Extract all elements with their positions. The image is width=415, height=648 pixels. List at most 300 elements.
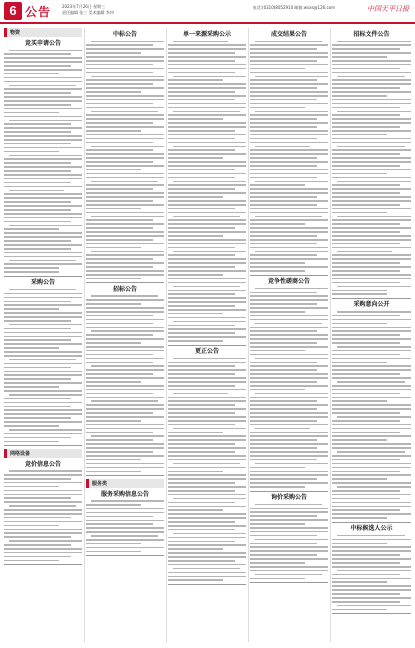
text-line <box>332 95 387 97</box>
notice-block <box>86 31 164 283</box>
text-line <box>250 196 317 198</box>
text-line <box>337 416 411 418</box>
text-line <box>250 459 317 461</box>
text-line <box>86 377 164 379</box>
text-line <box>86 531 164 533</box>
text-line <box>168 381 246 383</box>
text-line <box>250 315 328 317</box>
text-line <box>250 523 305 525</box>
text-line <box>168 572 246 574</box>
text-line <box>168 385 235 387</box>
notice-title: 采购意向公开 <box>353 301 390 309</box>
contact-line: 电话:(0310)8052910 邮箱:wsxs@126.com <box>252 5 335 10</box>
text-line <box>250 219 328 221</box>
text-line <box>250 262 305 264</box>
notice-body-text <box>4 470 82 561</box>
text-line <box>168 247 235 249</box>
text-line <box>168 122 246 124</box>
text-line <box>4 347 59 349</box>
text-line <box>332 274 411 276</box>
text-line <box>86 350 164 352</box>
text-line <box>250 400 317 402</box>
text-line <box>168 408 246 410</box>
text-line <box>168 64 246 66</box>
text-line <box>4 88 82 90</box>
text-line <box>4 441 59 443</box>
text-line <box>168 274 223 276</box>
text-line <box>250 223 305 225</box>
text-line <box>86 83 153 85</box>
text-line <box>4 209 71 211</box>
notice-body-text <box>332 311 411 519</box>
text-line <box>4 147 82 149</box>
text-line <box>4 304 82 306</box>
section-tab: 服务类 <box>86 479 164 488</box>
text-line <box>168 576 246 578</box>
text-line <box>86 239 153 241</box>
text-line <box>332 91 411 93</box>
text-line <box>255 358 328 360</box>
text-line <box>250 519 328 521</box>
text-line <box>332 543 387 545</box>
text-line <box>250 118 317 120</box>
text-line <box>4 143 71 145</box>
text-line <box>250 562 305 564</box>
text-line <box>168 459 246 461</box>
text-line <box>337 486 411 488</box>
text-line <box>250 474 328 476</box>
text-line <box>250 184 305 186</box>
text-line <box>250 292 317 294</box>
text-line <box>250 319 328 321</box>
section-title: 公告 <box>25 5 52 19</box>
text-line <box>168 389 246 391</box>
text-line <box>86 138 164 140</box>
text-line <box>4 158 82 160</box>
text-line <box>250 142 328 144</box>
text-line <box>4 127 82 129</box>
text-line <box>86 223 164 225</box>
text-line <box>86 243 164 245</box>
text-line <box>4 544 71 546</box>
text-line <box>9 394 82 396</box>
text-line <box>168 309 246 311</box>
text-line <box>337 451 405 453</box>
notice-body-text <box>250 41 328 272</box>
column-divider <box>84 28 85 642</box>
text-line <box>91 400 158 402</box>
text-line <box>86 523 153 525</box>
text-line <box>168 142 246 144</box>
text-line <box>168 332 235 334</box>
text-line <box>332 219 411 221</box>
text-line <box>332 282 400 284</box>
text-line <box>332 517 387 519</box>
text-line <box>332 509 400 511</box>
text-line <box>4 560 59 562</box>
text-line <box>168 397 246 399</box>
text-line <box>250 295 328 297</box>
text-line <box>250 72 328 74</box>
text-line <box>86 459 141 461</box>
notice-body-text <box>86 295 164 472</box>
text-line <box>250 558 328 560</box>
text-line <box>86 274 164 276</box>
text-line <box>91 295 158 297</box>
text-line <box>9 85 76 87</box>
text-line <box>168 258 246 260</box>
column-1 <box>4 28 82 642</box>
text-line <box>4 201 71 203</box>
text-line <box>337 146 405 148</box>
section-tab: 网络设备 <box>4 449 82 458</box>
text-line <box>4 490 82 492</box>
text-line <box>86 393 153 395</box>
text-line <box>332 142 411 144</box>
text-line <box>91 365 164 367</box>
text-line <box>168 282 246 284</box>
text-line <box>332 114 400 116</box>
text-line <box>250 99 317 101</box>
text-line <box>4 513 82 515</box>
text-line <box>168 79 223 81</box>
text-line <box>4 197 82 199</box>
text-line <box>86 447 164 449</box>
text-line <box>250 44 328 46</box>
text-line <box>168 72 235 74</box>
notice-block <box>4 279 82 445</box>
text-line <box>4 509 82 511</box>
text-line <box>250 192 328 194</box>
text-line <box>255 428 310 430</box>
text-line <box>4 213 82 215</box>
text-line <box>337 286 411 288</box>
text-line <box>250 153 328 155</box>
text-line <box>250 543 317 545</box>
notice-body-text <box>4 50 82 273</box>
text-line <box>86 208 141 210</box>
text-line <box>86 432 153 434</box>
block-separator <box>168 345 246 346</box>
text-line <box>250 307 328 309</box>
text-line <box>86 327 164 329</box>
text-line <box>332 99 411 101</box>
text-line <box>250 377 328 379</box>
text-line <box>86 118 164 120</box>
text-line <box>332 342 400 344</box>
text-line <box>332 463 411 465</box>
text-line <box>250 212 328 214</box>
text-line <box>4 293 82 295</box>
block-separator <box>332 298 411 299</box>
text-line <box>337 41 411 43</box>
notice-title: 竞争性磋商公告 <box>267 278 310 286</box>
text-line <box>332 385 411 387</box>
text-line <box>86 219 153 221</box>
text-line <box>86 79 164 81</box>
block-separator <box>86 555 164 556</box>
text-line <box>250 342 317 344</box>
block-separator <box>86 282 164 283</box>
notice-title: 招标文件公告 <box>353 31 390 38</box>
text-line <box>250 443 328 445</box>
text-line <box>168 305 235 307</box>
text-line <box>250 303 317 305</box>
text-line <box>250 48 317 50</box>
text-line <box>86 130 141 132</box>
text-line <box>168 254 235 256</box>
text-line <box>168 153 246 155</box>
text-line <box>91 41 164 43</box>
text-line <box>168 169 235 171</box>
text-line <box>332 239 411 241</box>
text-line <box>250 389 305 391</box>
text-line <box>250 482 328 484</box>
text-line <box>86 169 141 171</box>
notice-body-text <box>86 500 164 552</box>
text-line <box>250 134 328 136</box>
text-line <box>4 240 71 242</box>
text-line <box>9 260 76 262</box>
text-line <box>332 554 400 556</box>
text-line <box>250 535 317 537</box>
text-line <box>168 60 235 62</box>
text-line <box>168 44 246 46</box>
notice-block <box>4 28 82 276</box>
text-line <box>332 574 400 576</box>
text-line <box>4 363 82 365</box>
notice-block <box>250 278 328 491</box>
text-line <box>332 165 400 167</box>
text-line <box>168 266 235 268</box>
text-line <box>332 231 400 233</box>
text-line <box>168 432 223 434</box>
text-line <box>250 266 328 268</box>
text-line <box>4 186 82 188</box>
text-line <box>168 416 246 418</box>
text-line <box>168 377 246 379</box>
text-line <box>91 251 164 253</box>
text-line <box>4 162 71 164</box>
text-line <box>250 114 328 116</box>
text-line <box>168 541 235 543</box>
text-line <box>332 258 411 260</box>
text-line <box>168 227 235 229</box>
text-line <box>332 247 411 249</box>
text-line <box>4 425 59 427</box>
notice-title: 竞价信息公告 <box>24 460 61 468</box>
text-line <box>250 254 317 256</box>
text-line <box>86 404 164 406</box>
text-line <box>168 513 246 515</box>
text-line <box>168 223 246 225</box>
text-line <box>86 103 153 105</box>
text-line <box>332 350 411 352</box>
block-separator <box>332 522 411 523</box>
text-line <box>4 497 71 499</box>
text-line <box>255 539 328 541</box>
text-line <box>250 511 328 513</box>
text-line <box>173 181 246 183</box>
text-line <box>86 527 164 529</box>
text-line <box>86 52 141 54</box>
text-line <box>250 467 305 469</box>
text-line <box>86 99 164 101</box>
text-line <box>4 417 71 419</box>
text-line <box>86 126 164 128</box>
text-line <box>86 334 153 336</box>
text-line <box>4 57 82 59</box>
text-line <box>91 181 158 183</box>
text-line <box>4 69 82 71</box>
text-line <box>4 320 71 322</box>
text-line <box>4 267 59 269</box>
text-line <box>332 358 411 360</box>
text-line <box>86 408 164 410</box>
text-line <box>332 439 387 441</box>
text-line <box>86 420 141 422</box>
text-line <box>86 307 164 309</box>
text-line <box>168 161 246 163</box>
text-line <box>332 393 400 395</box>
text-line <box>250 546 328 548</box>
text-line <box>250 91 328 93</box>
text-line <box>4 139 82 141</box>
text-line <box>168 400 246 402</box>
text-line <box>86 72 153 74</box>
text-line <box>86 471 141 473</box>
text-line <box>168 83 246 85</box>
text-line <box>86 161 153 163</box>
text-line <box>250 404 328 406</box>
text-line <box>250 365 328 367</box>
text-line <box>337 181 411 183</box>
text-line <box>86 412 153 414</box>
text-line <box>4 297 82 299</box>
text-line <box>4 112 59 114</box>
text-line <box>9 120 82 122</box>
text-line <box>4 556 71 558</box>
text-line <box>4 92 71 94</box>
text-line <box>86 508 164 510</box>
text-line <box>250 330 317 332</box>
text-line <box>4 256 82 258</box>
text-line <box>86 315 153 317</box>
text-line <box>332 389 411 391</box>
text-line <box>332 467 411 469</box>
text-line <box>168 290 246 292</box>
text-line <box>4 328 71 330</box>
text-line <box>168 149 235 151</box>
text-line <box>250 439 317 441</box>
text-line <box>86 278 141 280</box>
text-line <box>255 216 322 218</box>
text-line <box>250 311 305 313</box>
text-line <box>86 87 164 89</box>
text-line <box>4 521 82 523</box>
text-line <box>168 486 246 488</box>
text-line <box>332 581 387 583</box>
text-line <box>332 550 411 552</box>
text-line <box>332 377 411 379</box>
text-line <box>250 161 328 163</box>
text-line <box>4 413 82 415</box>
text-line <box>332 149 411 151</box>
text-line <box>168 451 235 453</box>
text-line <box>86 122 153 124</box>
text-line <box>4 529 82 531</box>
text-line <box>168 56 246 58</box>
notice-block <box>332 525 411 614</box>
text-line <box>250 138 317 140</box>
text-line <box>168 235 223 237</box>
text-line <box>168 521 235 523</box>
notice-block <box>168 348 246 584</box>
text-line <box>332 490 400 492</box>
text-line <box>86 184 164 186</box>
text-line <box>86 369 164 371</box>
text-line <box>250 243 317 245</box>
text-line <box>173 533 246 535</box>
block-separator <box>250 491 328 492</box>
text-line <box>86 157 164 159</box>
text-line <box>168 301 246 303</box>
text-line <box>250 79 317 81</box>
text-line <box>168 502 235 504</box>
text-line <box>250 231 328 233</box>
text-line <box>86 539 164 541</box>
notice-body-text <box>250 288 328 488</box>
text-line <box>4 178 82 180</box>
text-line <box>332 293 387 295</box>
text-line <box>86 266 153 268</box>
text-line <box>332 188 411 190</box>
text-line <box>86 455 164 457</box>
text-line <box>4 104 71 106</box>
text-line <box>4 378 71 380</box>
text-line <box>86 389 164 391</box>
text-line <box>250 451 328 453</box>
text-line <box>250 554 317 556</box>
text-line <box>168 134 246 136</box>
text-line <box>250 200 328 202</box>
text-line <box>4 248 71 250</box>
text-line <box>250 350 305 352</box>
text-line <box>250 338 328 340</box>
text-line <box>4 374 82 376</box>
text-line <box>4 536 71 538</box>
text-line <box>332 498 400 500</box>
text-line <box>250 381 317 383</box>
text-line <box>168 188 235 190</box>
text-line <box>332 64 411 66</box>
text-line <box>250 334 328 336</box>
text-line <box>168 212 246 214</box>
text-line <box>4 65 71 67</box>
text-line <box>332 52 411 54</box>
text-line <box>4 433 82 435</box>
text-line <box>332 478 387 480</box>
text-line <box>250 177 317 179</box>
text-line <box>332 566 411 568</box>
text-line <box>168 157 223 159</box>
text-line <box>9 505 76 507</box>
text-line <box>250 369 317 371</box>
text-line <box>250 235 317 237</box>
text-line <box>173 216 240 218</box>
text-line <box>168 340 223 342</box>
notice-title: 单一来源采购公示 <box>182 31 231 38</box>
